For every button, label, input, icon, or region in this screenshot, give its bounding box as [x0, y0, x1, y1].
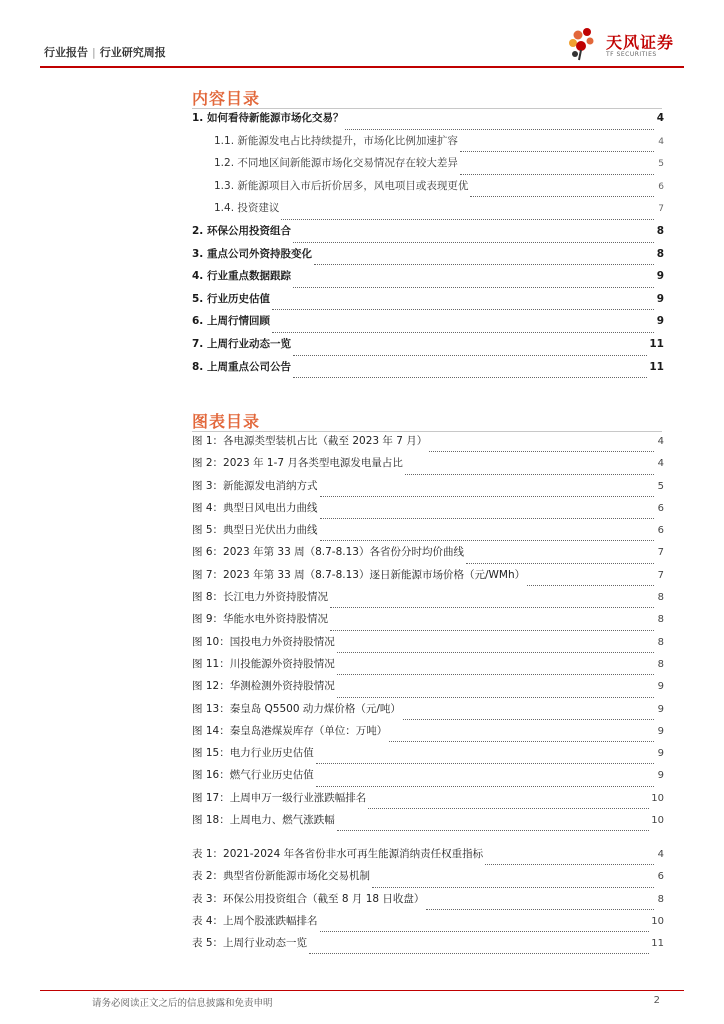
toc-entry-label: 3. 重点公司外资持股变化	[192, 247, 312, 260]
toc-entry[interactable]	[192, 336, 664, 359]
toc-entry[interactable]	[192, 701, 664, 723]
dot-leader	[314, 264, 654, 265]
toc-entry[interactable]	[192, 268, 664, 291]
toc-entry[interactable]	[192, 223, 664, 246]
dot-leader	[405, 474, 654, 475]
toc-entry-page: 11	[649, 337, 664, 350]
dot-leader	[330, 630, 654, 631]
dot-leader	[470, 196, 654, 197]
toc-entry-label: 表 3：环保公用投资组合（截至 8 月 18 日收盘）	[192, 892, 425, 905]
dot-leader	[466, 563, 654, 564]
toc-entry-page: 6	[657, 871, 664, 883]
toc-entry-page: 5	[658, 159, 664, 170]
dot-leader	[293, 242, 654, 243]
dot-leader	[389, 741, 654, 742]
dot-leader	[272, 309, 654, 310]
toc-entry[interactable]	[192, 846, 664, 868]
contents-list	[192, 110, 664, 381]
toc-entry-page: 8	[656, 247, 664, 260]
toc-entry[interactable]	[192, 522, 664, 544]
dot-leader	[527, 585, 654, 586]
dot-leader	[372, 887, 654, 888]
dot-leader	[272, 332, 654, 333]
toc-entry[interactable]	[192, 634, 664, 656]
toc-entry[interactable]	[192, 723, 664, 745]
toc-entry-page: 7	[657, 547, 664, 559]
report-type: 行业报告	[44, 46, 88, 59]
toc-entry[interactable]	[192, 478, 664, 500]
toc-entry-label: 图 13：秦皇岛 Q5500 动力煤价格（元/吨）	[192, 702, 401, 715]
toc-entry-label: 表 1：2021-2024 年各省份非水可再生能源消纳责任权重指标	[192, 848, 484, 860]
toc-entry-label: 表 4：上周个股涨跌幅排名	[192, 914, 318, 927]
company-logo	[566, 24, 684, 64]
dot-leader	[460, 174, 654, 175]
page-number: 2	[653, 995, 660, 1006]
logo-english-name: TF SECURITIES	[606, 51, 657, 58]
toc-entry-page: 9	[656, 315, 664, 328]
figures-title-rule	[192, 431, 662, 432]
logo-chinese-name: 天风证券	[606, 33, 675, 52]
toc-entry-page: 10	[651, 915, 664, 927]
toc-entry-label: 1.2. 不同地区间新能源市场化交易情况存在较大差异	[214, 157, 458, 170]
toc-entry[interactable]	[192, 291, 664, 314]
toc-entry-label: 图 12：华测检测外资持股情况	[192, 680, 335, 693]
page-header	[40, 24, 684, 64]
toc-entry-page: 8	[657, 893, 664, 905]
toc-entry-page: 10	[651, 815, 664, 827]
tables-list	[192, 846, 664, 957]
toc-entry-page: 4	[658, 136, 664, 147]
toc-entry-label: 图 10：国投电力外资持股情况	[192, 635, 335, 648]
report-category	[44, 44, 166, 60]
toc-entry-page: 11	[649, 360, 664, 373]
toc-entry-label: 2. 环保公用投资组合	[192, 224, 291, 237]
toc-entry[interactable]	[192, 246, 664, 269]
toc-entry-page: 9	[657, 703, 664, 715]
toc-entry-label: 表 5：上周行业动态一览	[192, 937, 308, 950]
toc-entry-page: 8	[657, 592, 664, 604]
toc-entry-page: 9	[657, 770, 664, 782]
toc-entry-label: 图 14：秦皇岛港煤炭库存（单位：万吨）	[192, 724, 388, 737]
toc-entry-page: 7	[657, 569, 664, 581]
toc-entry[interactable]	[192, 790, 664, 812]
toc-entry-page: 10	[651, 792, 664, 804]
toc-entry[interactable]	[192, 155, 664, 178]
figures-list	[192, 433, 664, 834]
toc-entry-label: 图 7：2023 年第 33 周（8.7-8.13）逐日新能源市场价格（元/WMh）	[192, 568, 526, 581]
toc-entry-label: 7. 上周行业动态一览	[192, 337, 291, 350]
header-divider	[40, 66, 684, 68]
toc-entry-label: 图 16：燃气行业历史估值	[192, 769, 314, 782]
dot-leader	[368, 808, 649, 809]
toc-entry-page: 6	[658, 181, 664, 192]
toc-entry-page: 7	[658, 204, 664, 215]
toc-entry[interactable]	[192, 359, 664, 382]
dot-leader	[337, 697, 654, 698]
toc-entry-label: 图 9：华能水电外资持股情况	[192, 613, 329, 626]
figures-title: 图表目录	[192, 412, 261, 431]
dot-leader	[460, 151, 654, 152]
toc-entry-page: 9	[657, 725, 664, 737]
dot-leader	[330, 607, 654, 608]
toc-entry-label: 图 4：典型日风电出力曲线	[192, 501, 318, 514]
toc-entry[interactable]	[192, 110, 664, 133]
report-subtype: 行业研究周报	[99, 46, 166, 59]
toc-entry-page: 4	[656, 112, 664, 124]
toc-entry-label: 8. 上周重点公司公告	[192, 360, 291, 373]
toc-entry-label: 6. 上周行情回顾	[192, 315, 270, 328]
contents-title-rule	[192, 108, 662, 109]
dot-leader	[316, 763, 654, 764]
toc-entry[interactable]	[192, 313, 664, 336]
toc-entry[interactable]	[192, 767, 664, 789]
dot-leader	[337, 830, 650, 831]
toc-entry[interactable]	[192, 656, 664, 678]
toc-entry-page: 11	[651, 938, 664, 950]
dot-leader	[293, 377, 647, 378]
toc-entry-page: 4	[657, 849, 664, 860]
toc-entry[interactable]	[192, 200, 664, 223]
header-separator: |	[92, 46, 96, 59]
toc-entry[interactable]	[192, 133, 664, 156]
footer-divider	[40, 990, 684, 991]
toc-entry[interactable]	[192, 455, 664, 477]
toc-entry[interactable]	[192, 913, 664, 935]
toc-entry-page: 8	[657, 636, 664, 648]
toc-entry-page: 8	[657, 658, 664, 670]
toc-entry-page: 8	[656, 224, 664, 237]
toc-entry-label: 4. 行业重点数据跟踪	[192, 270, 291, 283]
dot-leader	[281, 219, 654, 220]
toc-entry-label: 图 5：典型日光伏出力曲线	[192, 524, 318, 537]
dot-leader	[429, 451, 654, 452]
toc-entry[interactable]	[192, 745, 664, 767]
dot-leader	[320, 540, 654, 541]
dot-leader	[403, 719, 654, 720]
dot-leader	[426, 909, 654, 910]
toc-entry-page: 4	[657, 458, 664, 470]
toc-entry-label: 图 15：电力行业历史估值	[192, 747, 314, 760]
dot-leader	[293, 355, 647, 356]
flower-logo-icon	[566, 26, 602, 62]
dot-leader	[320, 496, 654, 497]
toc-entry-label: 1.4. 投资建议	[214, 202, 280, 215]
dot-leader	[309, 953, 649, 954]
toc-entry-label: 图 3：新能源发电消纳方式	[192, 479, 318, 492]
toc-entry-page: 5	[657, 480, 664, 492]
toc-entry-page: 6	[657, 525, 664, 537]
footer-disclaimer: 请务必阅读正文之后的信息披露和免责申明	[92, 998, 273, 1009]
dot-leader	[337, 652, 654, 653]
toc-entry-label: 1. 如何看待新能源市场化交易？	[192, 112, 344, 124]
toc-entry[interactable]	[192, 891, 664, 913]
toc-entry[interactable]	[192, 433, 664, 455]
toc-entry-label: 图 11：川投能源外资持股情况	[192, 657, 335, 670]
dot-leader	[485, 864, 654, 865]
toc-entry-label: 5. 行业历史估值	[192, 292, 270, 305]
dot-leader	[320, 518, 654, 519]
dot-leader	[316, 786, 654, 787]
dot-leader	[293, 287, 654, 288]
dot-leader	[320, 931, 650, 932]
toc-entry-page: 9	[657, 748, 664, 760]
toc-entry-label: 图 8：长江电力外资持股情况	[192, 591, 329, 604]
toc-entry-page: 9	[656, 270, 664, 283]
toc-entry[interactable]	[192, 868, 664, 890]
toc-entry[interactable]	[192, 611, 664, 633]
toc-entry-label: 图 18：上周电力、燃气涨跌幅	[192, 814, 335, 827]
toc-entry-label: 图 2：2023 年 1-7 月各类型电源发电量占比	[192, 457, 403, 470]
toc-entry[interactable]	[192, 178, 664, 201]
dot-leader	[337, 674, 654, 675]
toc-entry[interactable]	[192, 678, 664, 700]
toc-entry-label: 图 6：2023 年第 33 周（8.7-8.13）各省份分时均价曲线	[192, 546, 464, 559]
contents-title: 内容目录	[192, 89, 261, 108]
toc-entry-page: 6	[657, 502, 664, 514]
toc-entry-page: 9	[656, 292, 664, 305]
toc-entry-label: 1.3. 新能源项目入市后折价居多，风电项目或表现更优	[214, 179, 469, 192]
toc-entry[interactable]	[192, 500, 664, 522]
toc-entry-page: 8	[657, 614, 664, 626]
toc-entry[interactable]	[192, 567, 664, 589]
toc-entry-page: 4	[657, 436, 664, 447]
toc-entry-label: 图 17：上周申万一级行业涨跌幅排名	[192, 791, 367, 804]
dot-leader	[345, 129, 654, 130]
toc-entry[interactable]	[192, 812, 664, 834]
toc-entry[interactable]	[192, 589, 664, 611]
toc-entry-page: 9	[657, 681, 664, 693]
toc-entry-label: 1.1. 新能源发电占比持续提升，市场化比例加速扩容	[214, 134, 458, 147]
toc-entry-label: 图 1：各电源类型装机占比（截至 2023 年 7 月）	[192, 435, 428, 447]
toc-entry-label: 表 2：典型省份新能源市场化交易机制	[192, 870, 371, 883]
toc-entry[interactable]	[192, 935, 664, 957]
toc-entry[interactable]	[192, 544, 664, 566]
